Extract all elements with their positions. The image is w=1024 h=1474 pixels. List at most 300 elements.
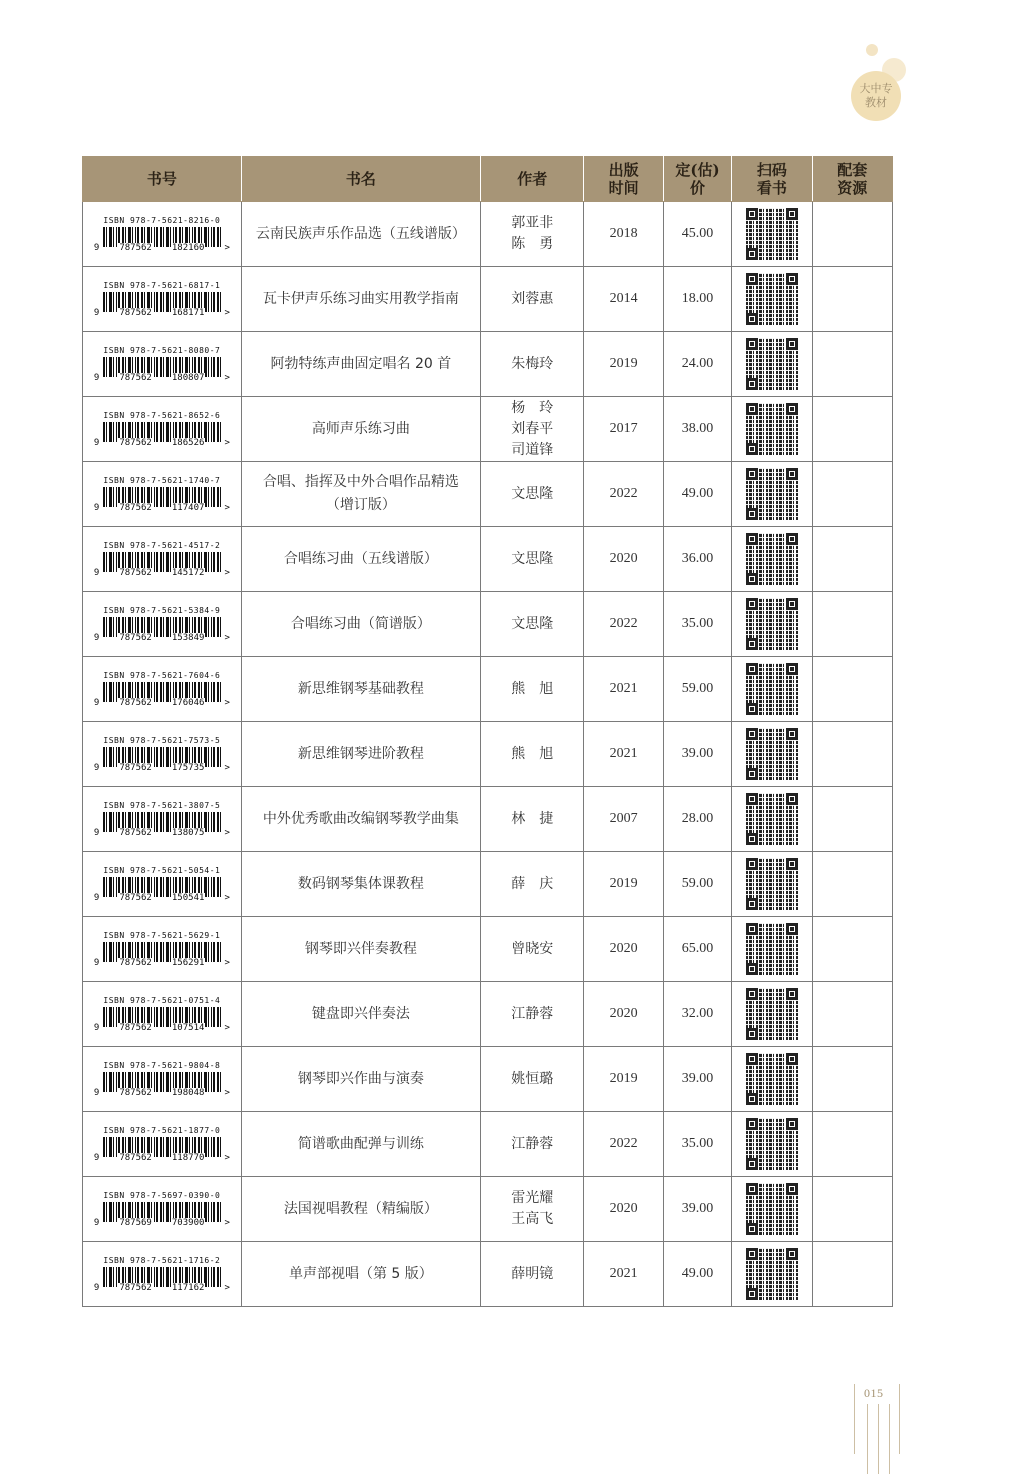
barcode-digits-right: 150541 <box>171 892 205 903</box>
book-title <box>241 332 480 397</box>
isbn-cell <box>83 592 242 657</box>
qr-cell <box>732 267 812 332</box>
publish-year: 2021 <box>584 722 663 787</box>
book-author <box>480 462 584 527</box>
barcode-digits-left: 787562 <box>119 567 152 578</box>
book-title-line: 钢琴即兴作曲与演奏 <box>297 1070 424 1087</box>
book-author <box>480 852 584 917</box>
resources-cell <box>812 462 892 527</box>
book-price: 45.00 <box>663 202 731 267</box>
barcode-digits-left: 787562 <box>119 827 152 838</box>
book-catalog-table <box>82 156 893 1307</box>
barcode-end-mark: > <box>224 1152 230 1163</box>
category-badge-line1: 大中专 <box>859 82 893 95</box>
author-name: 郭亚非 <box>511 215 554 231</box>
publish-year: 2019 <box>584 1047 663 1112</box>
resources-cell <box>812 332 892 397</box>
isbn-cell <box>83 722 242 787</box>
isbn-number: ISBN 978-7-5621-1740-7 <box>103 475 221 485</box>
barcode-digit-lead: 9 <box>93 1087 100 1098</box>
barcode-digits-right: 145172 <box>171 567 205 578</box>
book-title-line: 新思维钢琴基础教程 <box>297 680 424 697</box>
book-price: 65.00 <box>663 917 731 982</box>
publish-year: 2007 <box>584 787 663 852</box>
book-title-line: 数码钢琴集体课教程 <box>297 875 424 892</box>
publish-year: 2020 <box>584 1177 663 1242</box>
barcode-icon <box>93 1061 231 1098</box>
barcode-digit-lead: 9 <box>93 1282 100 1293</box>
table-row <box>83 267 893 332</box>
book-author <box>480 397 584 462</box>
barcode-icon <box>93 281 231 318</box>
barcode-digits-right: 176046 <box>171 697 205 708</box>
barcode-digit-lead: 9 <box>93 307 100 318</box>
qr-code-icon[interactable] <box>746 793 798 845</box>
qr-code-icon[interactable] <box>746 273 798 325</box>
barcode-digits-right: 175735 <box>171 762 205 773</box>
isbn-number: ISBN 978-7-5697-0390-0 <box>103 1190 221 1200</box>
isbn-cell <box>83 657 242 722</box>
publish-year: 2014 <box>584 267 663 332</box>
barcode-digits-left: 787562 <box>119 307 152 318</box>
table-row <box>83 787 893 852</box>
author-name: 朱梅玲 <box>511 355 554 372</box>
barcode-digit-lead: 9 <box>93 242 100 253</box>
barcode-icon <box>93 866 231 903</box>
table-row <box>83 527 893 592</box>
qr-cell <box>732 1112 812 1177</box>
publish-year: 2021 <box>584 657 663 722</box>
qr-code-icon[interactable] <box>746 1183 798 1235</box>
barcode-digits-left: 787562 <box>119 762 152 773</box>
qr-code-icon[interactable] <box>746 338 798 390</box>
barcode-digits-right: 118770 <box>171 1152 205 1163</box>
qr-cell <box>732 722 812 787</box>
book-price: 38.00 <box>663 397 731 462</box>
barcode-icon <box>93 1256 231 1293</box>
author-name: 薛 庆 <box>511 875 554 892</box>
isbn-number: ISBN 978-7-5621-1716-2 <box>103 1255 221 1265</box>
resources-cell <box>812 267 892 332</box>
isbn-cell <box>83 397 242 462</box>
book-title-line: 新思维钢琴进阶教程 <box>297 745 424 762</box>
barcode-end-mark: > <box>224 957 230 968</box>
book-title-line: 合唱、指挥及中外合唱作品精选 <box>262 474 459 490</box>
barcode-digits-left: 787562 <box>119 892 152 903</box>
barcode-digits-right: 703900 <box>171 1217 205 1228</box>
author-name: 杨 玲 <box>511 399 554 416</box>
publish-year: 2017 <box>584 397 663 462</box>
book-price: 36.00 <box>663 527 731 592</box>
table-header-row <box>83 157 893 202</box>
publish-year: 2020 <box>584 527 663 592</box>
book-author <box>480 722 584 787</box>
barcode-digits-left: 787562 <box>119 1022 152 1033</box>
barcode-end-mark: > <box>224 632 230 643</box>
publish-year: 2020 <box>584 917 663 982</box>
isbn-cell <box>83 917 242 982</box>
barcode-digits-right: 186526 <box>171 437 205 448</box>
book-title-line: 键盘即兴伴奏法 <box>311 1005 410 1022</box>
isbn-number: ISBN 978-7-5621-6817-1 <box>103 280 221 290</box>
table-row <box>83 462 893 527</box>
book-price: 24.00 <box>663 332 731 397</box>
barcode-icon <box>93 346 231 383</box>
table-row <box>83 852 893 917</box>
header-resources: 配套 资源 <box>812 157 892 202</box>
barcode-end-mark: > <box>224 437 230 448</box>
barcode-digits-left: 787562 <box>119 957 152 968</box>
barcode-digit-lead: 9 <box>93 892 100 903</box>
barcode-digits-right: 168171 <box>171 307 205 318</box>
book-price: 35.00 <box>663 592 731 657</box>
publish-year: 2020 <box>584 982 663 1047</box>
author-name: 姚恒璐 <box>511 1070 554 1087</box>
header-isbn: 书号 <box>83 157 242 202</box>
barcode-end-mark: > <box>224 567 230 578</box>
header-title: 书名 <box>241 157 480 202</box>
book-title <box>241 917 480 982</box>
table-row <box>83 202 893 267</box>
book-title <box>241 787 480 852</box>
barcode-digits-right: 107514 <box>171 1022 205 1033</box>
publish-year: 2021 <box>584 1242 663 1307</box>
barcode-digits-right: 180807 <box>171 372 205 383</box>
book-author <box>480 527 584 592</box>
qr-code-icon[interactable] <box>746 663 798 715</box>
resources-cell <box>812 852 892 917</box>
qr-code-icon[interactable] <box>746 208 798 260</box>
qr-code-icon[interactable] <box>746 1053 798 1105</box>
qr-cell <box>732 462 812 527</box>
barcode-end-mark: > <box>224 372 230 383</box>
author-name: 林 捷 <box>511 810 554 827</box>
table-row <box>83 657 893 722</box>
barcode-digits-right: 156291 <box>171 957 205 968</box>
barcode-icon <box>93 931 231 968</box>
barcode-digits-left: 787562 <box>119 632 152 643</box>
qr-code-icon[interactable] <box>746 533 798 585</box>
book-price: 59.00 <box>663 657 731 722</box>
resources-cell <box>812 657 892 722</box>
book-author <box>480 917 584 982</box>
qr-code-icon[interactable] <box>746 728 798 780</box>
qr-cell <box>732 332 812 397</box>
table-row <box>83 592 893 657</box>
barcode-digits-right: 117407 <box>171 502 205 513</box>
book-title-line: 单声部视唱（第 5 版） <box>288 1265 433 1282</box>
barcode-digit-lead: 9 <box>93 502 100 513</box>
table-row <box>83 917 893 982</box>
table-row <box>83 1177 893 1242</box>
isbn-cell <box>83 1112 242 1177</box>
author-name: 刘蓉惠 <box>511 290 554 307</box>
book-price: 35.00 <box>663 1112 731 1177</box>
isbn-number: ISBN 978-7-5621-5054-1 <box>103 865 221 875</box>
book-author <box>480 1112 584 1177</box>
qr-cell <box>732 917 812 982</box>
isbn-cell <box>83 1177 242 1242</box>
qr-code-icon[interactable] <box>746 923 798 975</box>
isbn-number: ISBN 978-7-5621-0751-4 <box>103 995 221 1005</box>
table-row <box>83 1047 893 1112</box>
book-author <box>480 657 584 722</box>
book-author <box>480 267 584 332</box>
qr-cell <box>732 787 812 852</box>
author-name: 熊 旭 <box>511 745 554 762</box>
footer-rule <box>854 1384 855 1454</box>
book-title <box>241 397 480 462</box>
barcode-digit-lead: 9 <box>93 1217 100 1228</box>
barcode-icon <box>93 1126 231 1163</box>
isbn-cell <box>83 527 242 592</box>
isbn-number: ISBN 978-7-5621-7573-5 <box>103 735 221 745</box>
isbn-number: ISBN 978-7-5621-3807-5 <box>103 800 221 810</box>
resources-cell <box>812 722 892 787</box>
header-author: 作者 <box>480 157 584 202</box>
publish-year: 2022 <box>584 462 663 527</box>
book-title <box>241 592 480 657</box>
author-name: 曾晓安 <box>511 940 554 957</box>
barcode-digits-left: 787562 <box>119 242 152 253</box>
barcode-icon <box>93 1191 231 1228</box>
book-title-line: 中外优秀歌曲改编钢琴教学曲集 <box>262 810 459 827</box>
isbn-number: ISBN 978-7-5621-5384-9 <box>103 605 221 615</box>
qr-cell <box>732 1047 812 1112</box>
barcode-icon <box>93 476 231 513</box>
barcode-digits-right: 153849 <box>171 632 205 643</box>
barcode-end-mark: > <box>224 242 230 253</box>
qr-cell <box>732 1177 812 1242</box>
author-name: 熊 旭 <box>511 680 554 697</box>
barcode-icon <box>93 606 231 643</box>
author-name: 王高飞 <box>511 1211 554 1227</box>
barcode-digits-left: 787562 <box>119 1152 152 1163</box>
resources-cell <box>812 917 892 982</box>
author-name: 刘春平 <box>511 420 554 437</box>
barcode-end-mark: > <box>224 502 230 513</box>
barcode-digit-lead: 9 <box>93 762 100 773</box>
resources-cell <box>812 1112 892 1177</box>
barcode-digits-left: 787562 <box>119 502 152 513</box>
book-title <box>241 1242 480 1307</box>
barcode-digit-lead: 9 <box>93 827 100 838</box>
book-author <box>480 592 584 657</box>
book-title-line: 高师声乐练习曲 <box>311 420 410 437</box>
book-title <box>241 852 480 917</box>
book-title <box>241 527 480 592</box>
author-name: 陈 勇 <box>511 236 554 252</box>
book-title-line: 阿勃特练声曲固定唱名 20 首 <box>270 355 452 372</box>
resources-cell <box>812 982 892 1047</box>
isbn-cell <box>83 462 242 527</box>
barcode-digit-lead: 9 <box>93 697 100 708</box>
barcode-end-mark: > <box>224 307 230 318</box>
table-row <box>83 397 893 462</box>
footer-rule <box>899 1384 900 1454</box>
qr-code-icon[interactable] <box>746 1118 798 1170</box>
book-title <box>241 982 480 1047</box>
barcode-digits-right: 198048 <box>171 1087 205 1098</box>
barcode-icon <box>93 996 231 1033</box>
resources-cell <box>812 1242 892 1307</box>
barcode-digits-right: 182160 <box>171 242 205 253</box>
footer-rule <box>867 1404 868 1474</box>
barcode-digits-left: 787569 <box>119 1217 152 1228</box>
book-author <box>480 787 584 852</box>
barcode-digit-lead: 9 <box>93 372 100 383</box>
table-row <box>83 1112 893 1177</box>
book-price: 59.00 <box>663 852 731 917</box>
barcode-digit-lead: 9 <box>93 567 100 578</box>
qr-code-icon[interactable] <box>746 988 798 1040</box>
book-title <box>241 1177 480 1242</box>
isbn-cell <box>83 787 242 852</box>
book-author <box>480 332 584 397</box>
isbn-number: ISBN 978-7-5621-1877-0 <box>103 1125 221 1135</box>
author-name: 司道锋 <box>511 441 554 458</box>
isbn-cell <box>83 1242 242 1307</box>
isbn-number: ISBN 978-7-5621-8080-7 <box>103 345 221 355</box>
barcode-digit-lead: 9 <box>93 1022 100 1033</box>
qr-cell <box>732 592 812 657</box>
decorative-dot <box>866 44 878 56</box>
header-year: 出版 时间 <box>584 157 663 202</box>
book-title <box>241 1047 480 1112</box>
isbn-cell <box>83 982 242 1047</box>
resources-cell <box>812 1177 892 1242</box>
book-title-line: 简谱歌曲配弹与训练 <box>297 1135 424 1152</box>
book-title <box>241 202 480 267</box>
isbn-cell <box>83 202 242 267</box>
qr-cell <box>732 1242 812 1307</box>
book-price: 39.00 <box>663 722 731 787</box>
author-name: 江静蓉 <box>511 1005 554 1022</box>
barcode-icon <box>93 801 231 838</box>
book-title <box>241 657 480 722</box>
barcode-end-mark: > <box>224 892 230 903</box>
resources-cell <box>812 592 892 657</box>
book-author <box>480 1242 584 1307</box>
barcode-icon <box>93 671 231 708</box>
barcode-digits-left: 787562 <box>119 372 152 383</box>
book-price: 49.00 <box>663 1242 731 1307</box>
book-title <box>241 267 480 332</box>
barcode-digits-right: 138075 <box>171 827 205 838</box>
barcode-digit-lead: 9 <box>93 1152 100 1163</box>
book-title-line: 合唱练习曲（五线谱版） <box>283 550 438 567</box>
qr-code-icon[interactable] <box>746 1248 798 1300</box>
table-row <box>83 1242 893 1307</box>
author-name: 文思隆 <box>511 550 554 567</box>
book-author <box>480 982 584 1047</box>
qr-cell <box>732 202 812 267</box>
barcode-digit-lead: 9 <box>93 957 100 968</box>
barcode-icon <box>93 216 231 253</box>
table-row <box>83 722 893 787</box>
book-author <box>480 1047 584 1112</box>
barcode-end-mark: > <box>224 1022 230 1033</box>
isbn-cell <box>83 852 242 917</box>
category-badge-line2: 教材 <box>865 96 887 109</box>
barcode-digits-left: 787562 <box>119 697 152 708</box>
author-name: 文思隆 <box>511 615 554 632</box>
publish-year: 2019 <box>584 852 663 917</box>
book-price: 28.00 <box>663 787 731 852</box>
author-name: 文思隆 <box>511 485 554 502</box>
book-author <box>480 1177 584 1242</box>
book-title <box>241 722 480 787</box>
book-price: 18.00 <box>663 267 731 332</box>
barcode-icon <box>93 411 231 448</box>
qr-cell <box>732 397 812 462</box>
table-row <box>83 982 893 1047</box>
book-title-line: （增订版） <box>325 497 396 513</box>
isbn-cell <box>83 332 242 397</box>
barcode-digits-left: 787562 <box>119 1282 152 1293</box>
author-name: 雷光耀 <box>511 1190 554 1206</box>
qr-code-icon[interactable] <box>746 403 798 455</box>
isbn-number: ISBN 978-7-5621-7604-6 <box>103 670 221 680</box>
book-title <box>241 1112 480 1177</box>
header-price: 定(估) 价 <box>663 157 731 202</box>
barcode-end-mark: > <box>224 697 230 708</box>
publish-year: 2022 <box>584 1112 663 1177</box>
book-price: 49.00 <box>663 462 731 527</box>
qr-code-icon[interactable] <box>746 598 798 650</box>
book-title-line: 云南民族声乐作品选（五线谱版） <box>255 225 466 242</box>
barcode-icon <box>93 541 231 578</box>
table-row <box>83 332 893 397</box>
barcode-digit-lead: 9 <box>93 632 100 643</box>
author-name: 江静蓉 <box>511 1135 554 1152</box>
book-title-line: 瓦卡伊声乐练习曲实用教学指南 <box>262 290 459 307</box>
barcode-end-mark: > <box>224 1282 230 1293</box>
barcode-digits-right: 117162 <box>171 1282 205 1293</box>
book-author <box>480 202 584 267</box>
resources-cell <box>812 1047 892 1112</box>
barcode-end-mark: > <box>224 1087 230 1098</box>
barcode-end-mark: > <box>224 827 230 838</box>
isbn-number: ISBN 978-7-5621-5629-1 <box>103 930 221 940</box>
isbn-cell <box>83 1047 242 1112</box>
isbn-number: ISBN 978-7-5621-4517-2 <box>103 540 221 550</box>
barcode-icon <box>93 736 231 773</box>
isbn-number: ISBN 978-7-5621-8216-0 <box>103 215 221 225</box>
book-title-line: 法国视唱教程（精编版） <box>283 1200 438 1217</box>
resources-cell <box>812 202 892 267</box>
resources-cell <box>812 527 892 592</box>
qr-cell <box>732 982 812 1047</box>
isbn-number: ISBN 978-7-5621-8652-6 <box>103 410 221 420</box>
barcode-digits-left: 787562 <box>119 437 152 448</box>
qr-cell <box>732 527 812 592</box>
book-price: 39.00 <box>663 1177 731 1242</box>
header-qr: 扫码 看书 <box>732 157 812 202</box>
book-title <box>241 462 480 527</box>
book-title-line: 合唱练习曲（简谱版） <box>290 615 431 632</box>
qr-code-icon[interactable] <box>746 468 798 520</box>
qr-code-icon[interactable] <box>746 858 798 910</box>
footer-rule <box>889 1404 890 1474</box>
isbn-number: ISBN 978-7-5621-9804-8 <box>103 1060 221 1070</box>
barcode-digits-left: 787562 <box>119 1087 152 1098</box>
page-number: 015 <box>864 1386 884 1400</box>
resources-cell <box>812 397 892 462</box>
isbn-cell <box>83 267 242 332</box>
footer-rule <box>878 1404 879 1474</box>
publish-year: 2018 <box>584 202 663 267</box>
